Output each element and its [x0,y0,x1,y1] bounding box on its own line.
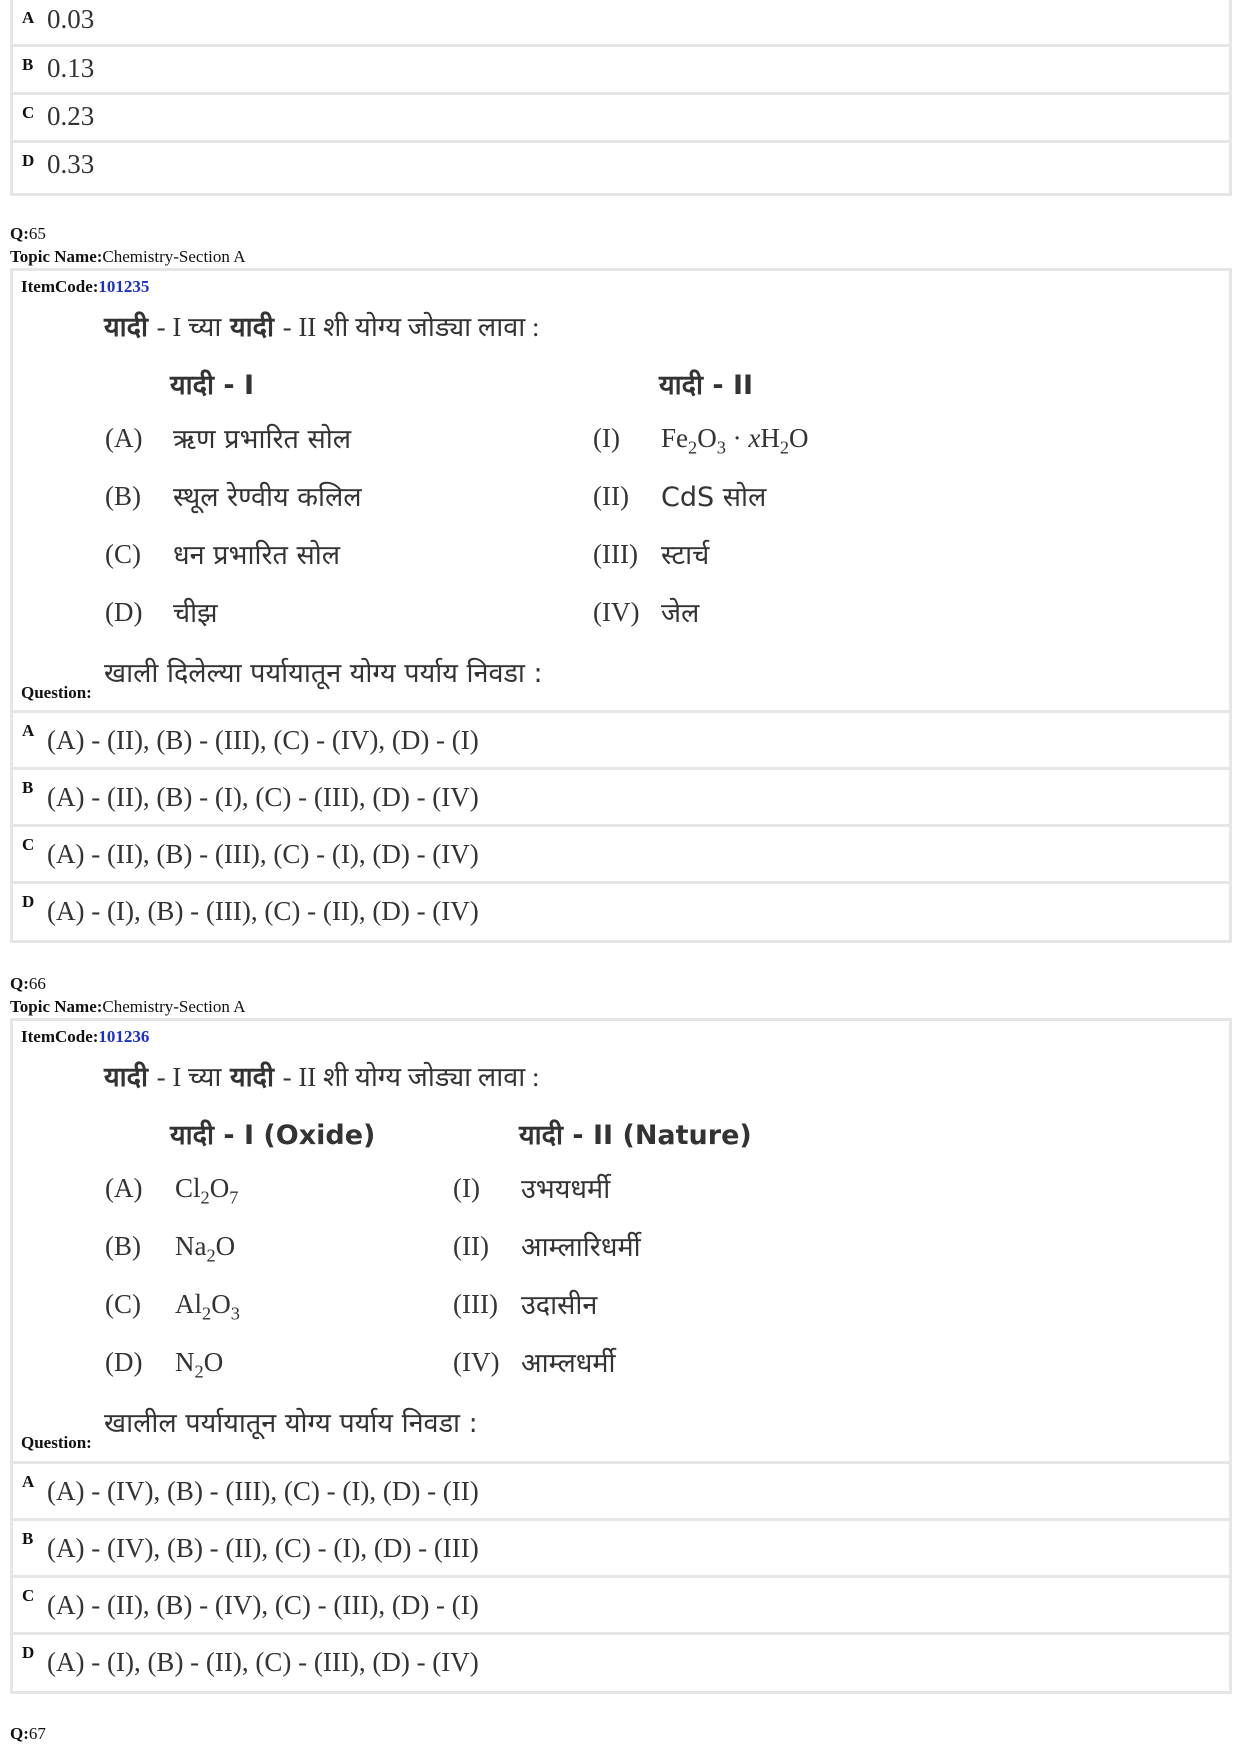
list1-label: (D) [105,597,143,627]
option-text: 0.03 [47,4,95,34]
q-number: 67 [28,1724,46,1743]
option-row-d[interactable] [13,1635,1229,1691]
list2-label: (II) [453,1231,489,1261]
option-row-d[interactable] [13,884,1229,940]
list1-formula: $Al_2O_3$ [175,1289,240,1324]
option-letter: A [22,8,35,27]
list1-label: (C) [105,1289,141,1319]
choose-text: खाली दिलेल्या पर्यायातून योग्य पर्याय निवडा : [104,658,543,689]
option-row-c[interactable] [13,827,1229,884]
itemcode: ItemCode:101236 [21,1027,150,1046]
option-text: (A) - (II), (B) - (III), (C) - (I), (D) - (IV) [47,839,479,869]
list2-label: (II) [593,481,629,511]
option-letter: C [22,103,35,122]
list1-text: ऋण प्रभारित सोल [173,424,352,455]
list2-header: यादी - II (Nature) [519,1120,752,1151]
list1-label: (A) [105,1173,143,1203]
option-letter: C [22,835,35,854]
option-text: (A) - (I), (B) - (II), (C) - (III), (D) - (IV) [47,1647,479,1677]
q-number: 65 [28,224,46,243]
list1-label: (B) [105,1231,141,1261]
list1-label: (C) [105,539,141,569]
itemcode-number: 101236 [98,1027,150,1046]
list2-label: (IV) [453,1347,500,1377]
list1-header: यादी - I [170,370,255,401]
option-letter: D [22,1643,35,1662]
option-letter: C [22,1586,35,1605]
list1-formula: $Cl_2O_7$ [175,1173,239,1208]
option-row-a[interactable] [13,713,1229,770]
option-letter: D [22,892,35,911]
q65-options-table [10,713,1232,943]
option-text: (A) - (IV), (B) - (III), (C) - (I), (D) - (II) [47,1476,479,1506]
question-label: Question: [21,683,92,702]
q-number: 66 [28,974,46,993]
list1-text: स्थूल रेण्वीय कलिल [173,482,362,513]
q-label: Q: [10,974,29,993]
option-letter: A [22,721,35,740]
option-letter: B [22,1529,34,1548]
list2-header: यादी - II [659,370,754,401]
list2-text: CdS सोल [661,482,767,513]
instruction: यादी - I च्या यादी - II शी योग्य जोड्या लावा : [104,312,540,343]
option-row-b[interactable] [13,770,1229,827]
itemcode: ItemCode:101235 [21,277,150,296]
list1-label: (D) [105,1347,143,1377]
option-row-b[interactable] [13,47,1229,95]
q-label: Q: [10,224,29,243]
option-text: (A) - (I), (B) - (III), (C) - (II), (D) - (IV) [47,896,479,926]
option-text: 0.23 [47,101,95,131]
option-text: (A) - (II), (B) - (III), (C) - (IV), (D) - (I) [47,725,479,755]
prev-options-table [10,0,1232,196]
itemcode-number: 101235 [98,277,150,296]
option-letter: D [22,151,35,170]
list2-text: स्टार्च [661,540,710,571]
topic-name: Chemistry-Section A [102,247,246,266]
list1-text: धन प्रभारित सोल [173,540,341,571]
list2-label: (I) [453,1173,480,1203]
question-meta [10,1722,46,1745]
option-letter: B [22,778,34,797]
option-text: (A) - (II), (B) - (I), (C) - (III), (D) - (IV) [47,782,479,812]
option-row-b[interactable] [13,1521,1229,1578]
choose-text: खालील पर्यायातून योग्य पर्याय निवडा : [104,1408,478,1439]
list2-label: (III) [593,539,638,569]
q-label: Q: [10,1724,29,1743]
list2-label: (III) [453,1289,498,1319]
option-text: 0.33 [47,149,95,179]
list1-formula: $Na_2O$ [175,1231,236,1266]
option-row-c[interactable] [13,1578,1229,1635]
instruction: यादी - I च्या यादी - II शी योग्य जोड्या लावा : [104,1062,540,1093]
list1-formula: $N_2O$ [175,1347,224,1382]
list1-label: (A) [105,423,143,453]
list2-text: उभयधर्मी [521,1174,611,1205]
question-label: Question: [21,1433,92,1452]
option-text: (A) - (IV), (B) - (II), (C) - (I), (D) - (III) [47,1533,479,1563]
option-text: 0.13 [47,53,95,83]
topic-label: Topic Name: [10,997,103,1016]
option-row-a[interactable] [13,1464,1229,1521]
option-letter: B [22,55,34,74]
question-box-66 [10,1018,1232,1464]
topic-name: Chemistry-Section A [102,997,246,1016]
list1-label: (B) [105,481,141,511]
option-row-a[interactable] [13,0,1229,47]
option-row-d[interactable] [13,143,1229,190]
list2-label: (IV) [593,597,640,627]
topic-label: Topic Name: [10,247,103,266]
list1-text: चीझ [173,598,218,629]
list2-text: उदासीन [521,1290,598,1321]
question-meta [10,972,245,1018]
list2-text: आम्लधर्मी [521,1348,616,1379]
question-box-65 [10,268,1232,713]
question-meta [10,222,245,268]
list1-header: यादी - I (Oxide) [170,1120,376,1151]
list2-text: जेल [661,598,700,629]
option-row-c[interactable] [13,95,1229,143]
q66-options-table [10,1464,1232,1694]
list2-formula: $Fe_2O_3 \cdot xH_2O$ [661,423,809,458]
list2-label: (I) [593,423,620,453]
list2-text: आम्लारिधर्मी [521,1232,641,1263]
option-letter: A [22,1472,35,1491]
option-text: (A) - (II), (B) - (IV), (C) - (III), (D) - (I) [47,1590,479,1620]
